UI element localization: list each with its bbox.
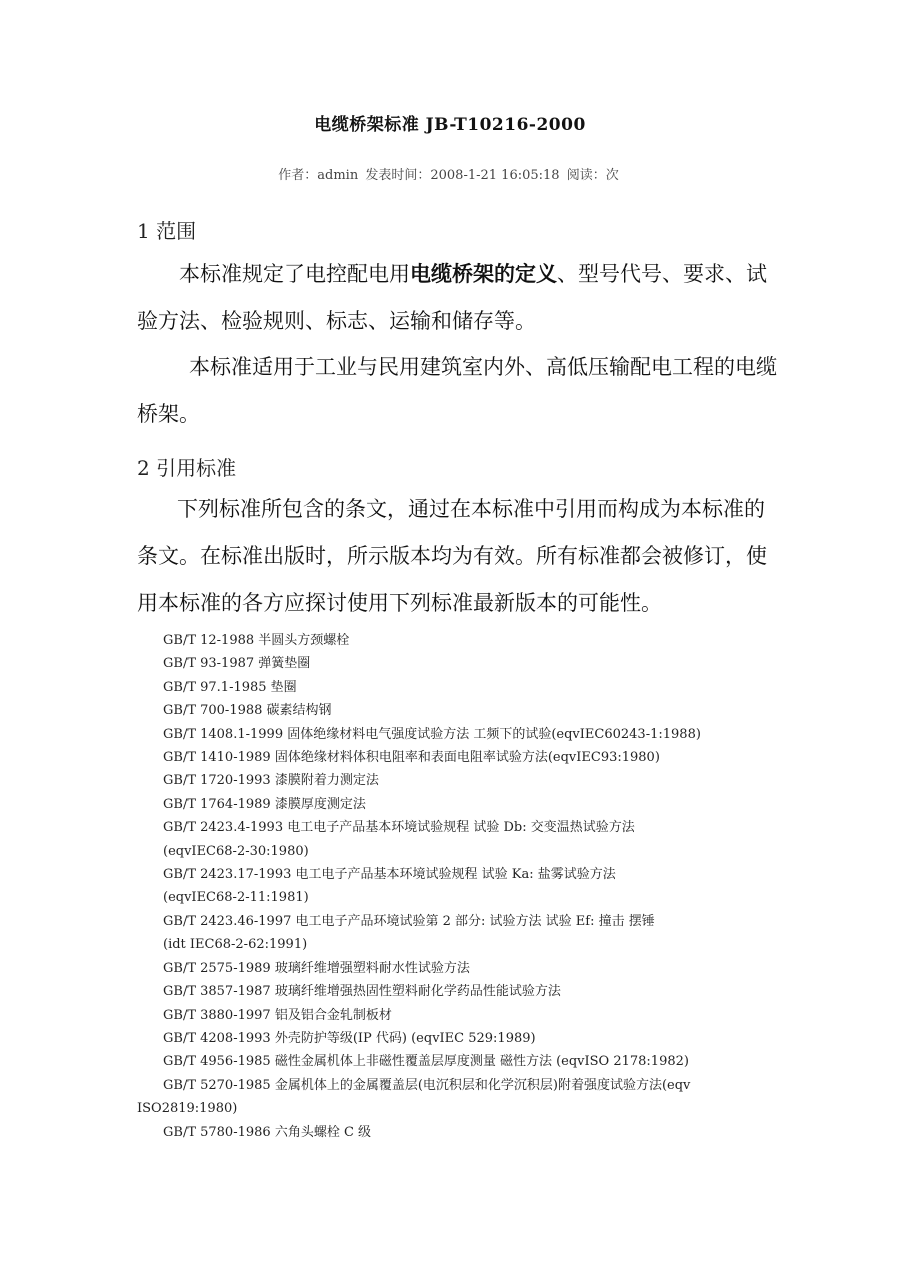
section-1-paragraph-2: 本标准适用于工业与民用建筑室内外、高低压输配电工程的电缆桥架。 <box>137 355 777 426</box>
section-1-p1-text-b: 、型号代号、要求、试验方法、检验规则、标志、运输和储存等。 <box>137 262 767 333</box>
reference-item: GB/T 1764-1989 漆膜厚度测定法 <box>163 796 366 812</box>
section-1-heading: 1 范围 <box>137 219 197 243</box>
article-meta <box>0 164 900 183</box>
reference-item: GB/T 1408.1-1999 固体绝缘材料电气强度试验方法 工频下的试验(eqvIEC60243-1:1988) <box>163 726 701 742</box>
reference-item: GB/T 12-1988 半圆头方颈螺栓 <box>163 633 350 648</box>
section-2-heading: 2 引用标准 <box>137 456 237 480</box>
reference-item-continuation: (eqvIEC68-2-30:1980) <box>163 843 309 859</box>
section-1-p1-bold-term: 电缆桥架的定义 <box>410 261 557 286</box>
section-1-p1-text-a: 本标准规定了电控配电用 <box>179 262 410 286</box>
reference-item: GB/T 4956-1985 磁性金属机体上非磁性覆盖层厚度测量 磁性方法 (eqvISO 2178:1982) <box>163 1054 689 1070</box>
reference-item: GB/T 1720-1993 漆膜附着力测定法 <box>163 773 379 789</box>
reference-item: GB/T 3880-1997 铝及铝合金轧制板材 <box>163 1007 392 1023</box>
reference-item: GB/T 93-1987 弹簧垫圈 <box>163 656 311 672</box>
reference-item: GB/T 4208-1993 外壳防护等级(IP 代码) (eqvIEC 529:1989) <box>163 1030 536 1046</box>
document-title: 电缆桥架标准 JB-T10216-2000 <box>314 115 586 135</box>
reference-item: GB/T 2423.46-1997 电工电子产品环境试验第 2 部分: 试验方法 试验 Ef: 撞击 摆锤 <box>163 913 655 929</box>
reference-item-continuation: (idt IEC68-2-62:1991) <box>163 937 308 953</box>
reference-item-continuation: ISO2819:1980) <box>137 1101 238 1117</box>
reference-item: GB/T 3857-1987 玻璃纤维增强热固性塑料耐化学药品性能试验方法 <box>163 984 561 1000</box>
reference-item: GB/T 1410-1989 固体绝缘材料体积电阻率和表面电阻率试验方法(eqvIEC93:1980) <box>163 750 660 766</box>
reference-item: GB/T 2575-1989 玻璃纤维增强塑料耐水性试验方法 <box>163 960 470 976</box>
reference-item: GB/T 5270-1985 金属机体上的金属覆盖层(电沉积层和化学沉积层)附着强度试验方法(eqv <box>163 1077 691 1093</box>
reference-item: GB/T 2423.17-1993 电工电子产品基本环境试验规程 试验 Ka: 盐雾试验方法 <box>163 867 616 883</box>
section-2-paragraph-1: 下列标准所包含的条文，通过在本标准中引用而构成为本标准的条文。在标准出版时，所示版本均为有效。所有标准都会被修订，使用本标准的各方应探讨使用下列标准最新版本的可能性。 <box>137 497 767 615</box>
section-1-paragraph-1 <box>137 250 777 345</box>
read-count-label: 阅读：次 <box>566 168 619 183</box>
reference-item: GB/T 2423.4-1993 电工电子产品基本环境试验规程 试验 Db: 交变温热试验方法 <box>163 820 635 836</box>
reference-item: GB/T 5780-1986 六角头螺栓 C 级 <box>163 1124 372 1140</box>
reference-item-continuation: (eqvIEC68-2-11:1981) <box>163 890 309 906</box>
publish-time-label: 发表时间：2008-1-21 16:05:18 <box>365 168 560 183</box>
author-label: 作者：admin <box>278 168 359 183</box>
reference-item: GB/T 97.1-1985 垫圈 <box>163 679 297 695</box>
reference-list <box>137 629 777 1144</box>
reference-item: GB/T 700-1988 碳素结构钢 <box>163 703 332 719</box>
